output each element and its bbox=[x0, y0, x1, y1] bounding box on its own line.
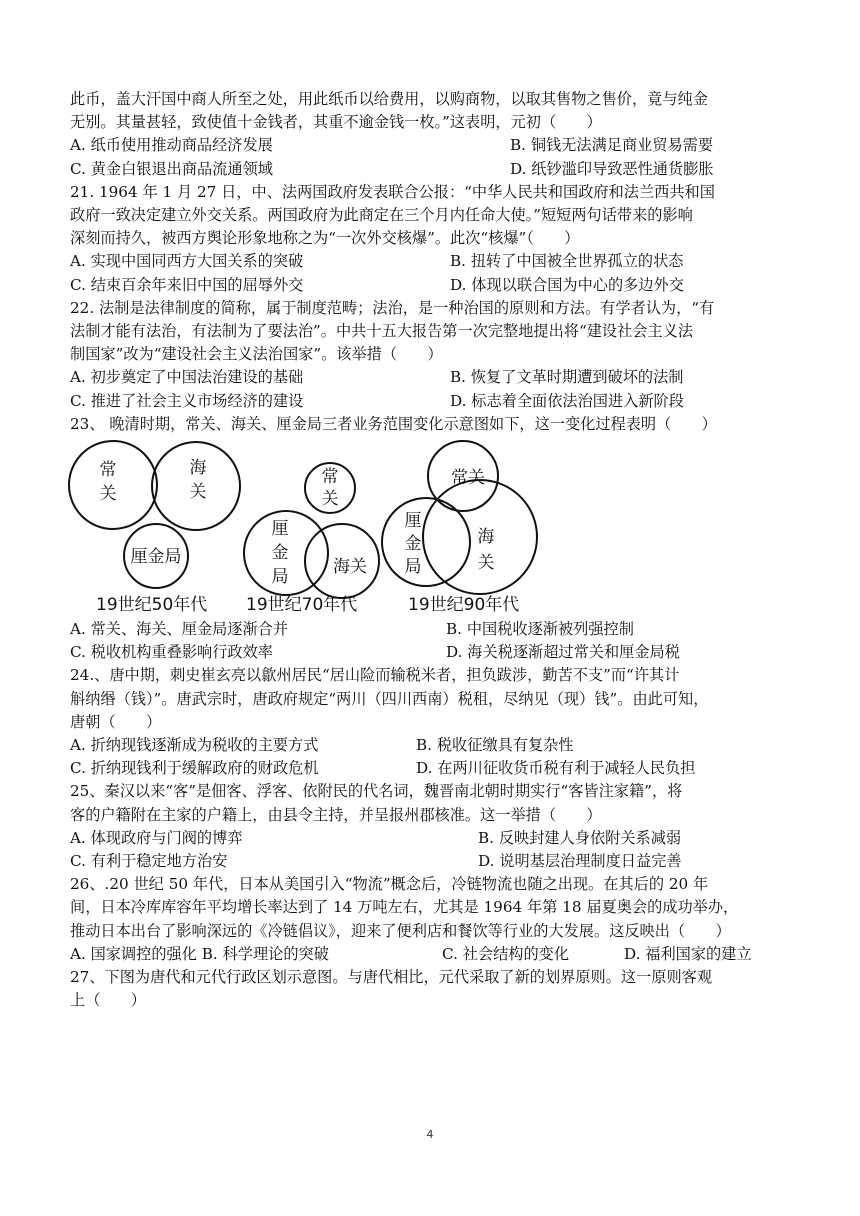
q23-text-line1: 23、 晚清时期，常关、海关、厘金局三者业务范围变化示意图如下，这一变化过程表明（ ） bbox=[70, 414, 717, 433]
q25-text-line1: 25、秦汉以来“客”是佃客、浮客、依附民的代名词，魏晋南北朝时期实行“客皆注家籍”，将 bbox=[70, 782, 683, 801]
q23-option-b[interactable]: B. 中国税收逐渐被列强控制 bbox=[446, 620, 634, 639]
q20-options-row1 bbox=[70, 134, 800, 157]
q23-options-row1 bbox=[70, 618, 800, 641]
q26-text-line2: 间，日本冷库库容年平均增长率达到了 14 万吨左右，尤其是 1964 年第 18 届夏奥会的成功举办， bbox=[70, 898, 739, 917]
d3-circle2-label-3: 局 bbox=[404, 557, 422, 578]
q25-options-row2 bbox=[70, 850, 800, 873]
d1-caption: 19世纪50年代 bbox=[96, 595, 208, 616]
q25-option-d[interactable]: D. 说明基层治理制度日益完善 bbox=[478, 852, 682, 871]
q26-option-a-b[interactable]: A. 国家调控的强化 B. 科学理论的突破 bbox=[70, 944, 329, 963]
q25-options-row1 bbox=[70, 827, 800, 850]
d3-circle2-label-2: 金 bbox=[404, 534, 422, 555]
q23-option-a[interactable]: A. 常关、海关、厘金局逐渐合并 bbox=[70, 620, 289, 639]
q26-text-line3: 推动日本出台了影响深远的《冷链倡议》，迎来了便利店和餐饮等行业的大发展。这反映出（ ） bbox=[70, 921, 731, 940]
q25-text-line2: 客的户籍附在主家的户籍上，由县令主持，并呈报州郡核准。这一举措（ ） bbox=[70, 805, 602, 824]
q24-option-a[interactable]: A. 折纳现钱逐渐成为税收的主要方式 bbox=[70, 736, 319, 755]
q20-option-a[interactable]: A. 纸币使用推动商品经济发展 bbox=[70, 136, 273, 155]
q22-text-line2: 法制才能有法治，有法制为了要法治”。中共十五大报告第一次完整地提出将“建设社会主义法 bbox=[70, 322, 694, 341]
d1-circle1-label-top: 常 bbox=[99, 460, 117, 481]
q25-option-c[interactable]: C. 有利于稳定地方治安 bbox=[70, 852, 228, 871]
d2-circle3-label: 海关 bbox=[333, 557, 367, 578]
q21-options-row2 bbox=[70, 274, 800, 297]
q21-text-line2: 政府一致决定建立外交关系。两国政府为此商定在三个月内任命大使。”短短两句话带来的影响 bbox=[70, 206, 693, 225]
q24-option-c[interactable]: C. 折纳现钱利于缓解政府的财政危机 bbox=[70, 759, 319, 778]
q22-option-a[interactable]: A. 初步奠定了中国法治建设的基础 bbox=[70, 368, 304, 387]
d2-circle2-label-2: 金 bbox=[271, 543, 289, 564]
d3-circle1-label: 常关 bbox=[451, 468, 485, 489]
page-number: 4 bbox=[426, 1128, 434, 1141]
q22-options-row2 bbox=[70, 390, 800, 413]
d3-circle3-label-2: 关 bbox=[477, 553, 495, 574]
q26-option-d[interactable]: D. 福利国家的建立 bbox=[624, 944, 752, 963]
q22-option-d[interactable]: D. 标志着全面依法治国进入新阶段 bbox=[450, 391, 684, 410]
q21-text-line3: 深刻而持久，被西方舆论形象地称之为“一次外交核爆”。此次“核爆”（ ） bbox=[70, 229, 580, 248]
q24-option-b[interactable]: B. 税收征缴具有复杂性 bbox=[416, 736, 574, 755]
q22-option-c[interactable]: C. 推进了社会主义市场经济的建设 bbox=[70, 391, 304, 410]
q24-options-row2 bbox=[70, 757, 800, 780]
q23-options-row2 bbox=[70, 641, 800, 664]
d2-circle2-label-3: 局 bbox=[271, 567, 289, 588]
q22-option-b[interactable]: B. 恢复了文革时期遭到破坏的法制 bbox=[450, 368, 684, 387]
q20-options-row2 bbox=[70, 158, 800, 181]
q22-options-row1 bbox=[70, 366, 800, 389]
q22-text-line3: 制国家”改为“建设社会主义法治国家”。该举措（ ） bbox=[70, 345, 443, 364]
q26-option-c[interactable]: C. 社会结构的变化 bbox=[442, 944, 570, 963]
d3-circle3-label-1: 海 bbox=[477, 527, 495, 548]
q20-option-b[interactable]: B. 铜钱无法满足商业贸易需要 bbox=[510, 136, 714, 155]
d3-circle2-label-1: 厘 bbox=[404, 511, 422, 532]
q22-text-line1: 22. 法制是法律制度的简称，属于制度范畴；法治，是一种治国的原则和方法。有学者认为，“有 bbox=[70, 298, 715, 317]
q24-text-line1: 24.、唐中期，刺史崔玄亮以歙州居民“居山险而输税米者，担负跋涉，勤苦不支”而“许其计 bbox=[70, 666, 680, 685]
q24-option-d[interactable]: D. 在两川征收货币税有利于减轻人民负担 bbox=[416, 759, 696, 778]
q21-option-c[interactable]: C. 结束百余年来旧中国的屈辱外交 bbox=[70, 275, 304, 294]
q23-option-d[interactable]: D. 海关税逐渐超过常关和厘金局税 bbox=[446, 643, 680, 662]
q25-option-b[interactable]: B. 反映封建人身依附关系减弱 bbox=[478, 828, 682, 847]
q26-options-row bbox=[70, 943, 800, 966]
d1-circle3-label: 厘金局 bbox=[130, 547, 182, 568]
d3-lijinju-circle bbox=[382, 498, 470, 586]
exam-page bbox=[70, 88, 800, 1013]
q26-text-line1: 26、.20 世纪 50 年代，日本从美国引入“物流”概念后，冷链物流也随之出现。在其后的 20 年 bbox=[70, 875, 709, 894]
q20-option-c[interactable]: C. 黄金白银退出商品流通领域 bbox=[70, 159, 273, 178]
q27-text-line1: 27、下图为唐代和元代行政区划示意图。与唐代相比，元代采取了新的划界原则。这一原则客观 bbox=[70, 968, 713, 987]
d1-circle1-label-bottom: 关 bbox=[99, 484, 117, 505]
q24-options-row1 bbox=[70, 734, 800, 757]
q21-text-line1: 21. 1964 年 1 月 27 日，中、法两国政府发表联合公报：“中华人民共和国政府和法兰西共和国 bbox=[70, 182, 715, 201]
q21-options-row1 bbox=[70, 250, 800, 273]
d3-caption: 19世纪90年代 bbox=[408, 595, 520, 616]
q24-text-line2: 斛纳缗（钱）”。唐武宗时，唐政府规定“两川（四川西南）税租，尽纳见（现）钱”。由此可知， bbox=[70, 689, 709, 708]
q21-option-a[interactable]: A. 实现中国同西方大国关系的突破 bbox=[70, 252, 304, 271]
q23-venn-figure bbox=[70, 438, 800, 616]
q21-option-d[interactable]: D. 体现以联合国为中心的多边外交 bbox=[450, 275, 684, 294]
d2-circle1-label-bottom: 关 bbox=[321, 489, 339, 510]
q20-option-d[interactable]: D. 纸钞滥印导致恶性通货膨胀 bbox=[510, 159, 714, 178]
q27-text-line2: 上（ ） bbox=[70, 991, 146, 1010]
d1-circle2-label-top: 海 bbox=[189, 458, 207, 479]
d2-caption: 19世纪70年代 bbox=[246, 595, 358, 616]
q23-option-c[interactable]: C. 税收机构重叠影响行政效率 bbox=[70, 643, 273, 662]
q25-option-a[interactable]: A. 体现政府与门阀的博弈 bbox=[70, 828, 243, 847]
d1-circle2-label-bottom: 关 bbox=[189, 482, 207, 503]
q20-text-line1: 此币，盖大汗国中商人所至之处，用此纸币以给费用，以购商物，以取其售物之售价，竟与纯金 bbox=[70, 90, 708, 108]
venn-diagrams-svg bbox=[68, 438, 548, 616]
d2-circle2-label-1: 厘 bbox=[271, 519, 289, 540]
q21-option-b[interactable]: B. 扭转了中国被全世界孤立的状态 bbox=[450, 252, 684, 271]
q20-text-line2: 无别。其量甚轻，致使值十金钱者，其重不逾金钱一枚。”这表明，元初（ ） bbox=[70, 113, 602, 132]
d2-circle1-label-top: 常 bbox=[321, 467, 339, 488]
q24-text-line3: 唐朝（ ） bbox=[70, 712, 162, 731]
